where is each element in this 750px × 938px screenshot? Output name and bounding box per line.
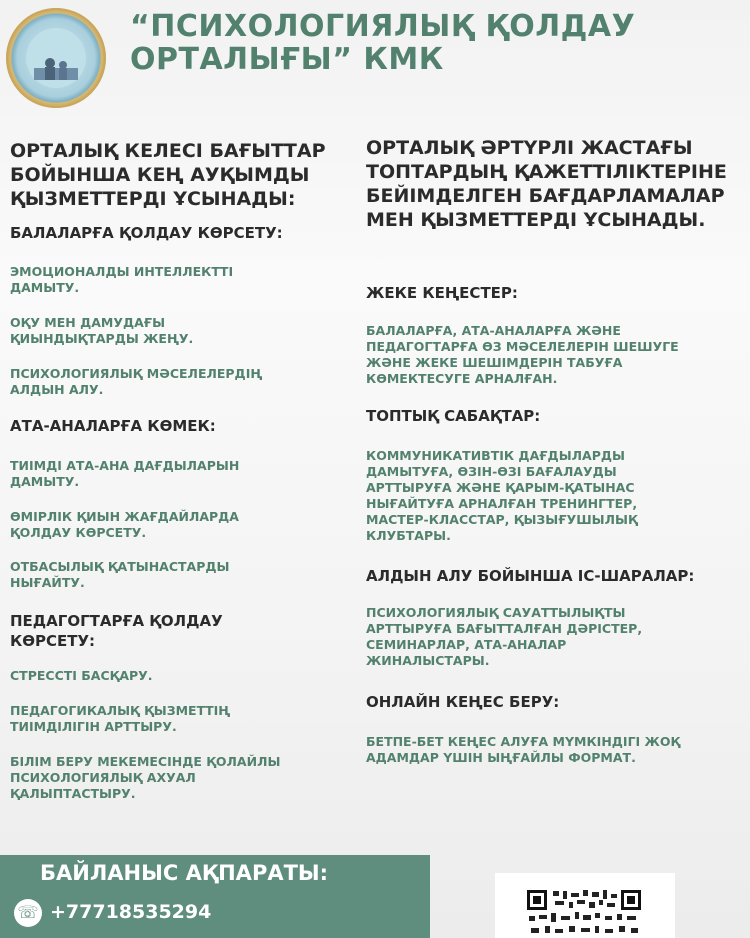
phone-number[interactable]: +77718535294 (50, 901, 212, 923)
item-line: НЫҒАЙТУ. (10, 575, 85, 590)
section-heading-teachers (10, 611, 223, 651)
list-item (10, 509, 239, 541)
list-item (10, 754, 280, 802)
item-line: ПЕДАГОГТАРҒА ӨЗ МӘСЕЛЕЛЕРІН ШЕШУГЕ (366, 339, 679, 354)
section-heading-prevention (366, 566, 694, 586)
section-heading-online (366, 692, 559, 712)
heading-line: КӨРСЕТУ: (10, 632, 96, 650)
item-line: ПСИХОЛОГИЯЛЫҚ МӘСЕЛЕЛЕРДІҢ (10, 366, 263, 381)
item-line: АЛДЫН АЛУ. (10, 382, 104, 397)
item-line: БЕТПЕ-БЕТ КЕҢЕС АЛУҒА МҮМКІНДІГІ ЖОҚ (366, 734, 681, 749)
item-line: ТИІМДІ АТА-АНА ДАҒДЫЛАРЫН (10, 458, 240, 473)
right-intro-line: ТОПТАРДЫҢ ҚАЖЕТТІЛІКТЕРІНЕ (366, 161, 727, 183)
item-line: МАСТЕР-КЛАССТАР, ҚЫЗЫҒУШЫЛЫҚ (366, 512, 638, 527)
item-line: ТИІМДІЛІГІН АРТТЫРУ. (10, 719, 177, 734)
contact-band (0, 855, 430, 938)
left-intro-line: БОЙЫНША КЕҢ АУҚЫМДЫ (10, 164, 310, 186)
item-line: ЭМОЦИОНАЛДЫ ИНТЕЛЛЕКТТІ (10, 264, 234, 279)
item-line: КОММУНИКАТИВТІК ДАҒДЫЛАРДЫ (366, 448, 625, 463)
item-line: ДАМЫТУҒА, ӨЗІН-ӨЗІ БАҒАЛАУДЫ (366, 464, 617, 479)
item-line: БАЛАЛАРҒА, АТА-АНАЛАРҒА ЖӘНЕ (366, 323, 621, 338)
section-heading-group (366, 406, 540, 426)
list-item (10, 668, 153, 684)
item-line: ДАМЫТУ. (10, 280, 80, 295)
section-heading-individual (366, 283, 518, 303)
page-title (130, 10, 730, 76)
item-line: ОҚУ МЕН ДАМУДАҒЫ (10, 315, 166, 330)
item-line: ПСИХОЛОГИЯЛЫҚ САУАТТЫЛЫҚТЫ (366, 605, 626, 620)
heading-line: ЖЕКЕ КЕҢЕСТЕР: (366, 284, 518, 302)
list-item (10, 559, 229, 591)
heading-line: АТА-АНАЛАРҒА КӨМЕК: (10, 417, 216, 435)
item-line: АРТТЫРУҒА ЖӘНЕ ҚАРЫМ-ҚАТЫНАС (366, 480, 635, 495)
heading-line: АЛДЫН АЛУ БОЙЫНША ІС-ШАРАЛАР: (366, 567, 695, 585)
title-line: ОРТАЛЫҒЫ” КМК (130, 42, 444, 77)
left-intro (10, 139, 326, 211)
item-line: ПЕДАГОГИКАЛЫҚ ҚЫЗМЕТТІҢ (10, 703, 231, 718)
item-line: ҚАЛЫПТАСТЫРУ. (10, 786, 136, 801)
heading-line: ПЕДАГОГТАРҒА ҚОЛДАУ (10, 612, 223, 630)
list-item (10, 703, 230, 735)
list-item (366, 734, 680, 766)
center-logo-emblem (6, 8, 106, 108)
list-item (10, 458, 239, 490)
list-item (366, 323, 679, 387)
section-heading-parents (10, 416, 216, 436)
list-item (366, 448, 638, 544)
item-line: ДАМЫТУ. (10, 474, 80, 489)
qr-code (525, 888, 643, 938)
right-intro (366, 136, 727, 232)
left-intro-line: ҚЫЗМЕТТЕРДІ ҰСЫНАДЫ: (10, 188, 296, 210)
item-line: ӨМІРЛІК ҚИЫН ЖАҒДАЙЛАРДА (10, 509, 239, 524)
item-line: ПСИХОЛОГИЯЛЫҚ АХУАЛ (10, 770, 196, 785)
item-line: ЖИНАЛЫСТАРЫ. (366, 653, 490, 668)
item-line: АРТТЫРУҒА БАҒЫТТАЛҒАН ДӘРІСТЕР, (366, 621, 643, 636)
right-intro-line: БЕЙІМДЕЛГЕН БАҒДАРЛАМАЛАР (366, 185, 725, 207)
item-line: ҚИЫНДЫҚТАРДЫ ЖЕҢУ. (10, 331, 194, 346)
item-line: КӨМЕКТЕСУГЕ АРНАЛҒАН. (366, 371, 558, 386)
item-line: НЫҒАЙТУҒА АРНАЛҒАН ТРЕНИНГТЕР, (366, 496, 638, 511)
right-intro-line: ОРТАЛЫҚ ӘРТҮРЛІ ЖАСТАҒЫ (366, 137, 693, 159)
item-line: СЕМИНАРЛАР, АТА-АНАЛАР (366, 637, 567, 652)
list-item (366, 605, 642, 669)
heading-line: ОНЛАЙН КЕҢЕС БЕРУ: (366, 693, 560, 711)
item-line: ҚОЛДАУ КӨРСЕТУ. (10, 525, 147, 540)
section-heading-children (10, 223, 283, 243)
item-line: СТРЕССТІ БАСҚАРУ. (10, 668, 153, 683)
phone-icon: ☏ (14, 899, 42, 927)
item-line: ЖӘНЕ ЖЕКЕ ШЕШІМДЕРІН ТАБУҒА (366, 355, 623, 370)
right-intro-line: МЕН ҚЫЗМЕТТЕРДІ ҰСЫНАДЫ. (366, 209, 706, 231)
item-line: КЛУБТАРЫ. (366, 528, 451, 543)
logo-illustration (6, 8, 106, 108)
list-item (10, 315, 193, 347)
left-intro-line: ОРТАЛЫҚ КЕЛЕСІ БАҒЫТТАР (10, 140, 326, 162)
list-item (10, 264, 233, 296)
item-line: БІЛІМ БЕРУ МЕКЕМЕСІНДЕ ҚОЛАЙЛЫ (10, 754, 281, 769)
heading-line: ТОПТЫҚ САБАҚТАР: (366, 407, 541, 425)
title-line: “ПСИХОЛОГИЯЛЫҚ ҚОЛДАУ (130, 9, 636, 44)
item-line: ОТБАСЫЛЫҚ ҚАТЫНАСТАРДЫ (10, 559, 230, 574)
contact-title: БАЙЛАНЫС АҚПАРАТЫ: (40, 861, 329, 885)
heading-line: БАЛАЛАРҒА ҚОЛДАУ КӨРСЕТУ: (10, 224, 283, 242)
item-line: АДАМДАР ҮШІН ЫҢҒАЙЛЫ ФОРМАТ. (366, 750, 636, 765)
list-item (10, 366, 262, 398)
